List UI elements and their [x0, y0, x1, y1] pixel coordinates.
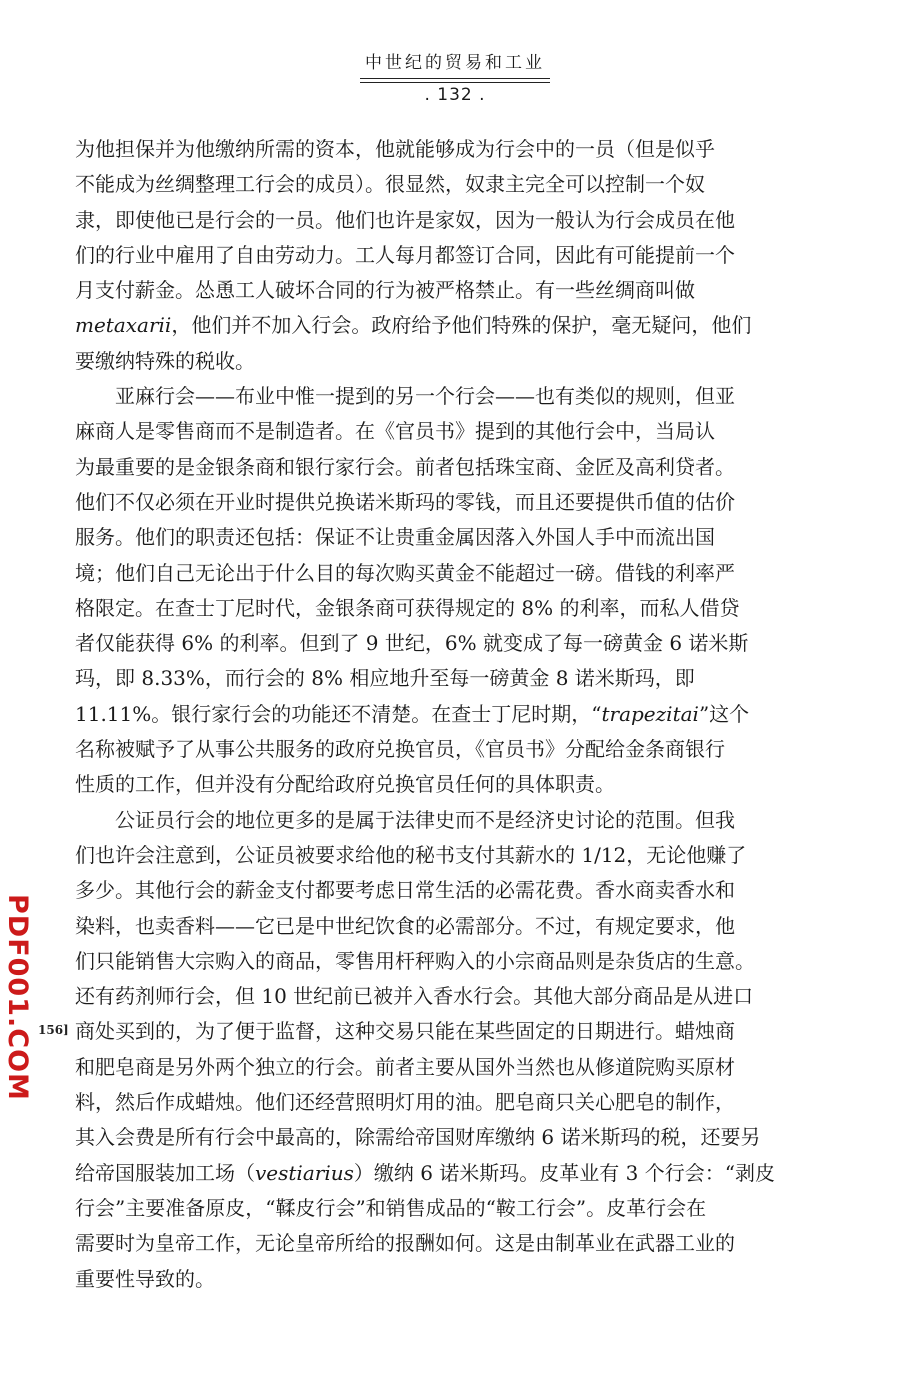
text-line: 给帝国服装加工场（vestiarius）缴纳 6 诺米斯玛。皮革业有 3 个行会：“剥皮 [75, 1160, 775, 1185]
text-line: 们也许会注意到，公证员被要求给他的秘书支付其薪水的 1/12，无论他赚了 [75, 842, 747, 867]
text-line: 染料，也卖香料——它已是中世纪饮食的必需部分。不过，有规定要求，他 [75, 913, 735, 938]
foreign-term: vestiarius [255, 1160, 354, 1185]
text-line: 多少。其他行会的薪金支付都要考虑日常生活的必需花费。香水商卖香水和 [75, 878, 735, 903]
watermark: PDF001.COM [2, 894, 33, 1101]
text-line: 者仅能获得 6% 的利率。但到了 9 世纪，6% 就变成了每一磅黄金 6 诺米斯 [75, 631, 749, 656]
text-line: 行会”主要准备原皮，“鞣皮行会”和销售成品的“鞍工行会”。皮革行会在 [75, 1195, 707, 1220]
text-line: 不能成为丝绸整理工行会的成员）。很显然，奴隶主完全可以控制一个奴 [75, 172, 705, 197]
text-line: 需要时为皇帝工作，无论皇帝所给的报酬如何。这是由制革业在武器工业的 [75, 1231, 735, 1256]
text-line: 要缴纳特殊的税收。 [75, 348, 255, 373]
text-line: 料，然后作成蜡烛。他们还经营照明灯用的油。肥皂商只关心肥皂的制作， [75, 1090, 735, 1115]
text-line: 和肥皂商是另外两个独立的行会。前者主要从国外当然也从修道院购买原材 [75, 1054, 735, 1079]
body-text [75, 132, 835, 1297]
header-rule [360, 78, 550, 79]
text-line: 名称被赋予了从事公共服务的政府兑换官员，《官员书》分配给金条商银行 [75, 737, 725, 762]
text-line: 其入会费是所有行会中最高的，除需给帝国财库缴纳 6 诺米斯玛的税，还要另 [75, 1125, 761, 1150]
text-line: 亚麻行会——布业中惟一提到的另一个行会——也有类似的规则，但亚 [75, 384, 735, 409]
text-line: 重要性导致的。 [75, 1266, 215, 1291]
text-line: 为他担保并为他缴纳所需的资本，他就能够成为行会中的一员（但是似乎 [75, 137, 715, 161]
text-line: 隶，即使他已是行会的一员。他们也许是家奴，因为一般认为行会成员在他 [75, 207, 735, 232]
text-line: 境；他们自己无论出于什么目的每次购买黄金不能超过一磅。借钱的利率严 [75, 560, 735, 585]
header-rule-double [360, 82, 550, 83]
page-number: . 132 . [424, 85, 486, 105]
text-line: 麻商人是零售商而不是制造者。在《官员书》提到的其他行会中，当局认 [75, 419, 715, 444]
text-line: 为最重要的是金银条商和银行家行会。前者包括珠宝商、金匠及高利贷者。 [75, 454, 735, 479]
text-line: 们只能销售大宗购入的商品，零售用杆秤购入的小宗商品则是杂货店的生意。 [75, 948, 755, 973]
foreign-term: trapezitai [601, 701, 699, 726]
text-line: 们的行业中雇用了自由劳动力。工人每月都签订合同，因此有可能提前一个 [75, 242, 735, 267]
text-line: metaxarii，他们并不加入行会。政府给予他们特殊的保护，毫无疑问，他们 [75, 313, 752, 338]
foreign-term: metaxarii [75, 313, 172, 338]
text-line: 他们不仅必须在开业时提供兑换诺米斯玛的零钱，而且还要提供币值的估价 [75, 489, 735, 514]
text-line: 玛，即 8.33%，而行会的 8% 相应地升至每一磅黄金 8 诺米斯玛，即 [75, 666, 695, 691]
running-title: 中世纪的贸易和工业 [365, 53, 545, 73]
text-line: 服务。他们的职责还包括：保证不让贵重金属因落入外国人手中而流出国 [75, 525, 715, 550]
text-line: 商处买到的，为了便于监督，这种交易只能在某些固定的日期进行。蜡烛商 [75, 1019, 735, 1044]
text-line: 11.11%。银行家行会的功能还不清楚。在查士丁尼时期，“trapezitai”这个 [75, 701, 750, 726]
page-header [360, 52, 550, 105]
text-line: 公证员行会的地位更多的是属于法律史而不是经济史讨论的范围。但我 [75, 807, 735, 832]
text-line: 性质的工作，但并没有分配给政府兑换官员任何的具体职责。 [75, 772, 615, 797]
text-line: 还有药剂师行会，但 10 世纪前已被并入香水行会。其他大部分商品是从进口 [75, 984, 754, 1009]
original-page-marker: 156] [38, 1023, 69, 1037]
text-line: 月支付薪金。怂恿工人破坏合同的行为被严格禁止。有一些丝绸商叫做 [75, 278, 695, 303]
text-line: 格限定。在查士丁尼时代，金银条商可获得规定的 8% 的利率，而私人借贷 [75, 595, 740, 620]
